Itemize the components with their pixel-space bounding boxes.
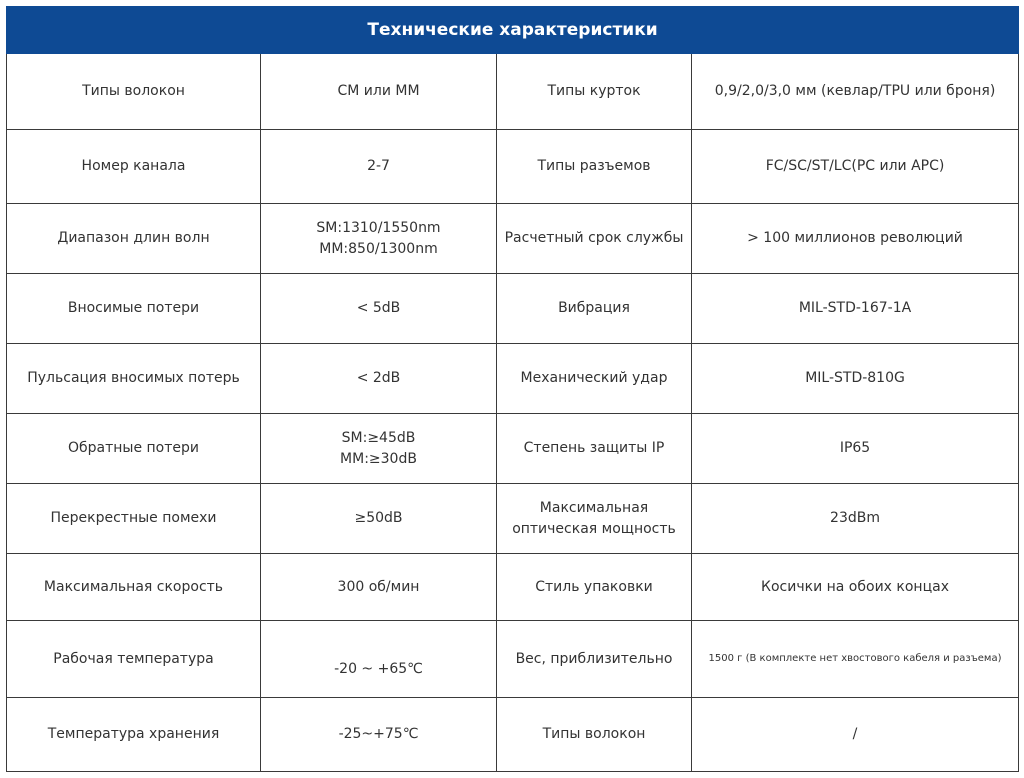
table-row	[7, 621, 1019, 698]
table-row	[7, 204, 1019, 274]
table-row	[7, 484, 1019, 554]
param-name: Номер канала	[7, 130, 261, 204]
param-name: Расчетный срок службы	[497, 204, 692, 274]
table-row	[7, 554, 1019, 621]
spec-table	[6, 6, 1019, 772]
param-name: Пульсация вносимых потерь	[7, 344, 261, 414]
param-value: -20 ~ +65℃	[261, 621, 497, 698]
table-header-row	[7, 7, 1019, 54]
table-row	[7, 274, 1019, 344]
param-name: Типы волокон	[7, 54, 261, 130]
table-row	[7, 54, 1019, 130]
param-value: 300 об/мин	[261, 554, 497, 621]
param-value: ≥50dB	[261, 484, 497, 554]
param-value: 2-7	[261, 130, 497, 204]
param-name: Механический удар	[497, 344, 692, 414]
param-value: 23dBm	[692, 484, 1019, 554]
param-value: MIL-STD-810G	[692, 344, 1019, 414]
param-value: MIL-STD-167-1A	[692, 274, 1019, 344]
param-value: -25~+75℃	[261, 698, 497, 772]
param-value: > 100 миллионов революций	[692, 204, 1019, 274]
table-row	[7, 414, 1019, 484]
param-value: /	[692, 698, 1019, 772]
param-name: Вносимые потери	[7, 274, 261, 344]
param-name: Типы курток	[497, 54, 692, 130]
param-value: СМ или ММ	[261, 54, 497, 130]
param-value: < 2dB	[261, 344, 497, 414]
param-name: Перекрестные помехи	[7, 484, 261, 554]
param-name: Стиль упаковки	[497, 554, 692, 621]
param-name: Диапазон длин волн	[7, 204, 261, 274]
param-value: FC/SC/ST/LC(PC или APC)	[692, 130, 1019, 204]
param-name: Обратные потери	[7, 414, 261, 484]
param-name: Вес, приблизительно	[497, 621, 692, 698]
param-value: Косички на обоих концах	[692, 554, 1019, 621]
param-value: SM:1310/1550nm MM:850/1300nm	[261, 204, 497, 274]
param-value: SM:≥45dB MM:≥30dB	[261, 414, 497, 484]
table-title: Технические характеристики	[7, 7, 1019, 54]
param-name: Степень защиты IP	[497, 414, 692, 484]
param-name: Температура хранения	[7, 698, 261, 772]
param-value: < 5dB	[261, 274, 497, 344]
param-name: Типы разъемов	[497, 130, 692, 204]
param-name: Максимальная оптическая мощность	[497, 484, 692, 554]
param-name: Вибрация	[497, 274, 692, 344]
table-row	[7, 344, 1019, 414]
param-name: Типы волокон	[497, 698, 692, 772]
table-row	[7, 130, 1019, 204]
param-value: 0,9/2,0/3,0 мм (кевлар/TPU или броня)	[692, 54, 1019, 130]
param-value: 1500 г (В комплекте нет хвостового кабеля и разъема)	[692, 621, 1019, 698]
param-name: Максимальная скорость	[7, 554, 261, 621]
table-row	[7, 698, 1019, 772]
param-name: Рабочая температура	[7, 621, 261, 698]
param-value: IP65	[692, 414, 1019, 484]
